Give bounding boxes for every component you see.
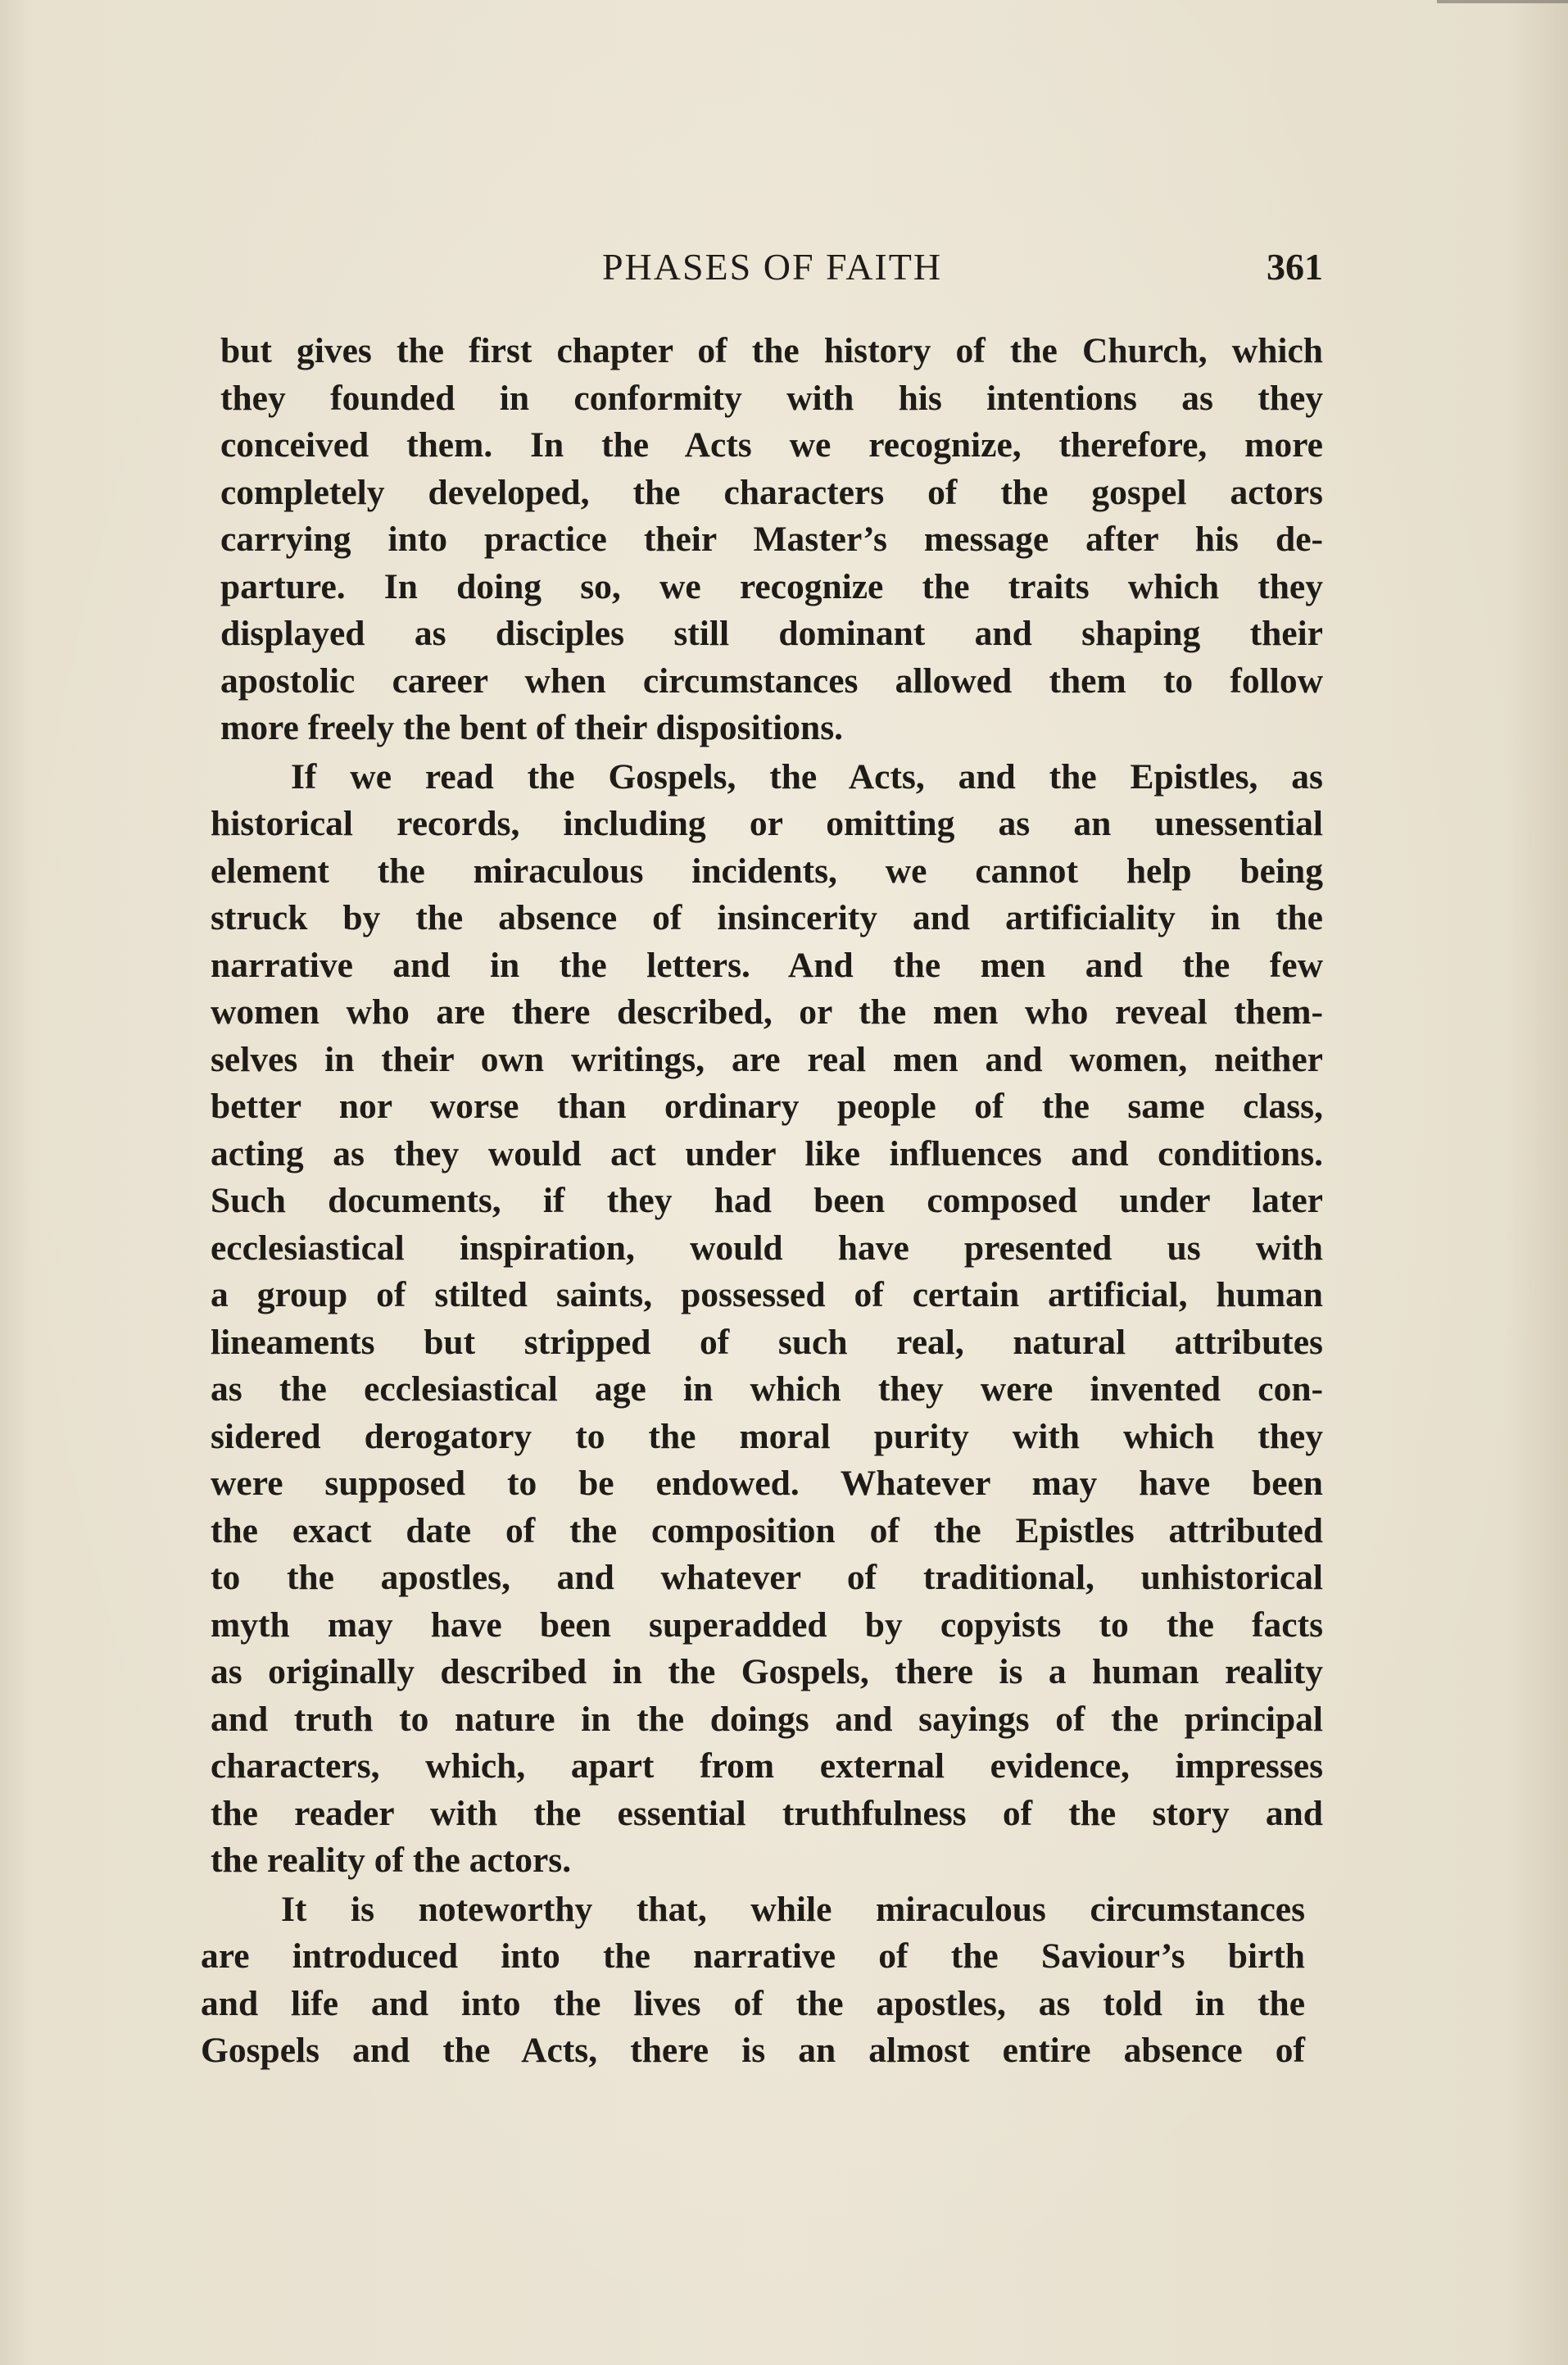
text-line: myth may have been superadded by copyists to the facts [211, 1605, 1323, 1645]
text-line: the exact date of the composition of the Epistles attributed [211, 1510, 1323, 1550]
text-line: apostolic career when circumstances allowed them to follow [220, 660, 1323, 701]
text-line: are introduced into the narrative of the Saviour’s birth [201, 1936, 1305, 1976]
text-line: they founded in conformity with his intentions as they [220, 378, 1323, 418]
page-edge-rule [1437, 0, 1568, 3]
text-line: selves in their own writings, are real men and women, neither [211, 1039, 1323, 1079]
text-line: historical records, including or omitting as an unessential [211, 804, 1323, 843]
text-line: narrative and in the letters. And the men and the few [211, 945, 1323, 985]
text-line: and truth to nature in the doings and sayings of the principal [211, 1699, 1323, 1739]
text-line: more freely the bent of their dispositions. [220, 708, 843, 747]
text-line: conceived them. In the Acts we recognize, therefore, more [220, 425, 1323, 465]
text-line: If we read the Gospels, the Acts, and the Epistles, as [291, 756, 1323, 797]
text-line: the reality of the actors. [211, 1841, 572, 1880]
page-number: 361 [1267, 246, 1323, 288]
paragraph-3 [201, 1886, 1305, 2075]
text-line: acting as they would act under like influences and conditions. [211, 1133, 1323, 1173]
text-line: struck by the absence of insincerity and artificiality in the [211, 898, 1323, 937]
text-line: as originally described in the Gospels, there is a human reality [211, 1652, 1323, 1691]
text-line: lineaments but stripped of such real, natural attributes [211, 1322, 1323, 1362]
text-line: a group of stilted saints, possessed of certain artificial, human [211, 1275, 1323, 1314]
paragraph-1 [220, 328, 1323, 752]
text-line: were supposed to be endowed. Whatever may have been [211, 1464, 1323, 1503]
text-line: characters, which, apart from external evidence, impresses [211, 1746, 1323, 1786]
page-header [221, 243, 1323, 292]
text-line: as the ecclesiastical age in which they were invented con- [211, 1369, 1323, 1409]
text-line: the reader with the essential truthfulness of the story and [211, 1793, 1323, 1833]
running-head: PHASES OF FAITH [601, 246, 943, 288]
text-line: completely developed, the characters of the gospel actors [220, 472, 1323, 512]
text-line: displayed as disciples still dominant and shaping their [220, 614, 1323, 653]
text-line: but gives the first chapter of the history of the Church, which [220, 331, 1323, 370]
text-line: sidered derogatory to the moral purity with which they [211, 1416, 1323, 1456]
text-line: Gospels and the Acts, there is an almost entire absence of [201, 2031, 1305, 2070]
text-line: ecclesiastical inspiration, would have presented us with [211, 1228, 1323, 1268]
text-line: women who are there described, or the men who reveal them- [211, 992, 1323, 1032]
text-line: It is noteworthy that, while miraculous circumstances [281, 1889, 1305, 1929]
body-text [201, 328, 1323, 2075]
text-line: element the miraculous incidents, we cannot help being [211, 851, 1323, 891]
text-line: Such documents, if they had been composed under later [211, 1181, 1323, 1220]
text-line: and life and into the lives of the apostles, as told in the [201, 1983, 1305, 2023]
text-line: parture. In doing so, we recognize the traits which they [220, 566, 1323, 606]
paragraph-2 [211, 754, 1323, 1885]
text-line: better nor worse than ordinary people of the same class, [211, 1087, 1323, 1126]
text-line: to the apostles, and whatever of traditional, unhistorical [211, 1558, 1323, 1597]
text-line: carrying into practice their Master’s message after his de- [220, 520, 1323, 559]
